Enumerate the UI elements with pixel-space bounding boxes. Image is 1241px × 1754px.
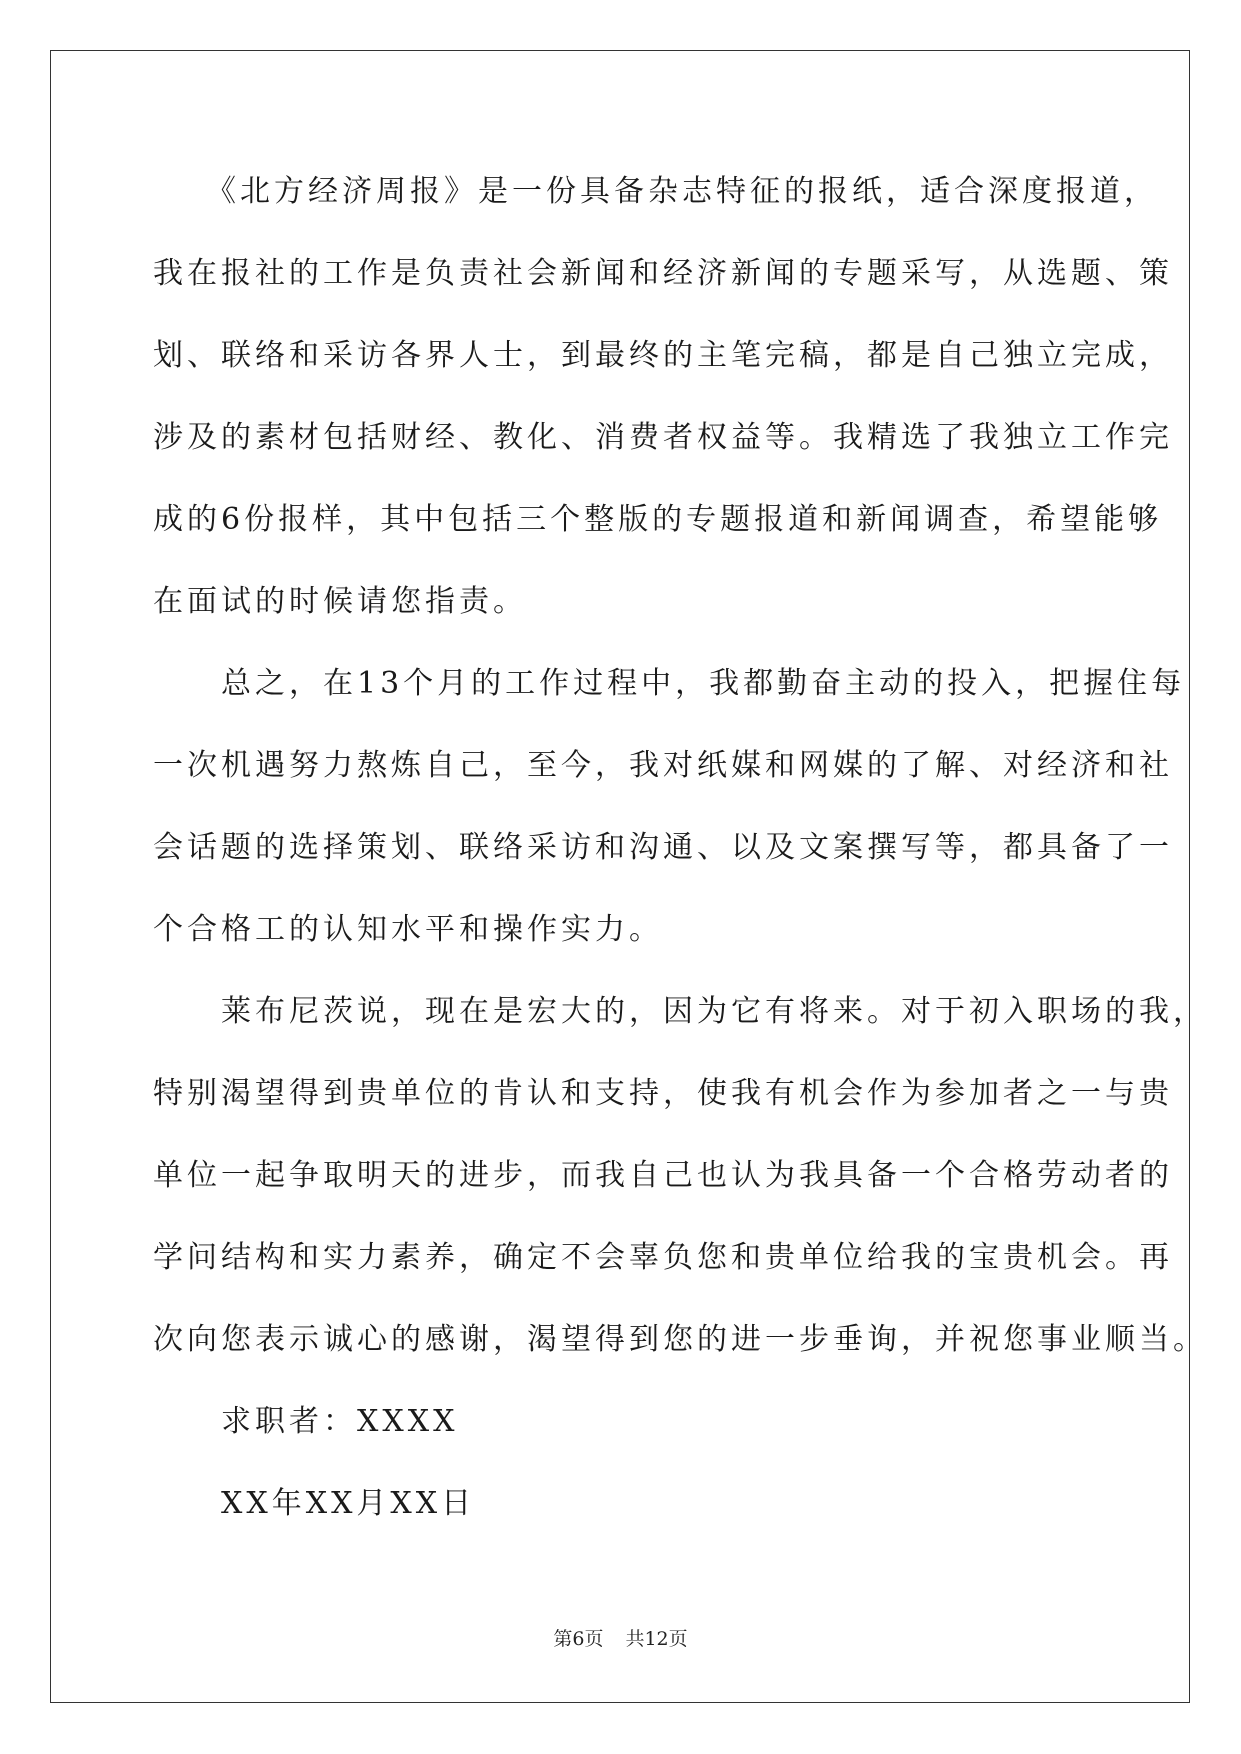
page-total: 共12页 xyxy=(625,1628,688,1650)
text-line: 一次机遇努力熬炼自己，至今，我对纸媒和网媒的了解、对经济和社 xyxy=(153,748,1173,783)
letter-body xyxy=(153,165,1207,1559)
signature-line: 求职者：XXXX xyxy=(153,1404,459,1439)
text-line: 次向您表示诚心的感谢，渴望得到您的进一步垂询，并祝您事业顺当。 xyxy=(153,1322,1207,1357)
text-line: 《北方经济周报》是一份具备杂志特征的报纸，适合深度报道， xyxy=(153,174,1158,209)
page-footer xyxy=(0,1624,1241,1651)
text-line: 个合格工的认知水平和操作实力。 xyxy=(153,912,663,947)
date-line: XX年XX月XX日 xyxy=(153,1486,476,1521)
text-line: 划、联络和采访各界人士，到最终的主笔完稿，都是自己独立完成， xyxy=(153,338,1173,373)
text-line: 单位一起争取明天的进步，而我自己也认为我具备一个合格劳动者的 xyxy=(153,1158,1173,1193)
text-line: 在面试的时候请您指责。 xyxy=(153,584,527,619)
text-line: 特别渴望得到贵单位的肯认和支持，使我有机会作为参加者之一与贵 xyxy=(153,1076,1173,1111)
page-number: 第6页 xyxy=(553,1628,604,1650)
text-line: 莱布尼茨说，现在是宏大的，因为它有将来。对于初入职场的我， xyxy=(153,994,1207,1029)
text-line: 成的6份报样，其中包括三个整版的专题报道和新闻调查，希望能够 xyxy=(153,502,1163,537)
text-line: 会话题的选择策划、联络采访和沟通、以及文案撰写等，都具备了一 xyxy=(153,830,1173,865)
text-line: 总之，在13个月的工作过程中，我都勤奋主动的投入，把握住每 xyxy=(153,666,1186,701)
text-line: 涉及的素材包括财经、教化、消费者权益等。我精选了我独立工作完 xyxy=(153,420,1173,455)
text-line: 我在报社的工作是负责社会新闻和经济新闻的专题采写，从选题、策 xyxy=(153,256,1173,291)
text-line: 学问结构和实力素养，确定不会辜负您和贵单位给我的宝贵机会。再 xyxy=(153,1240,1173,1275)
